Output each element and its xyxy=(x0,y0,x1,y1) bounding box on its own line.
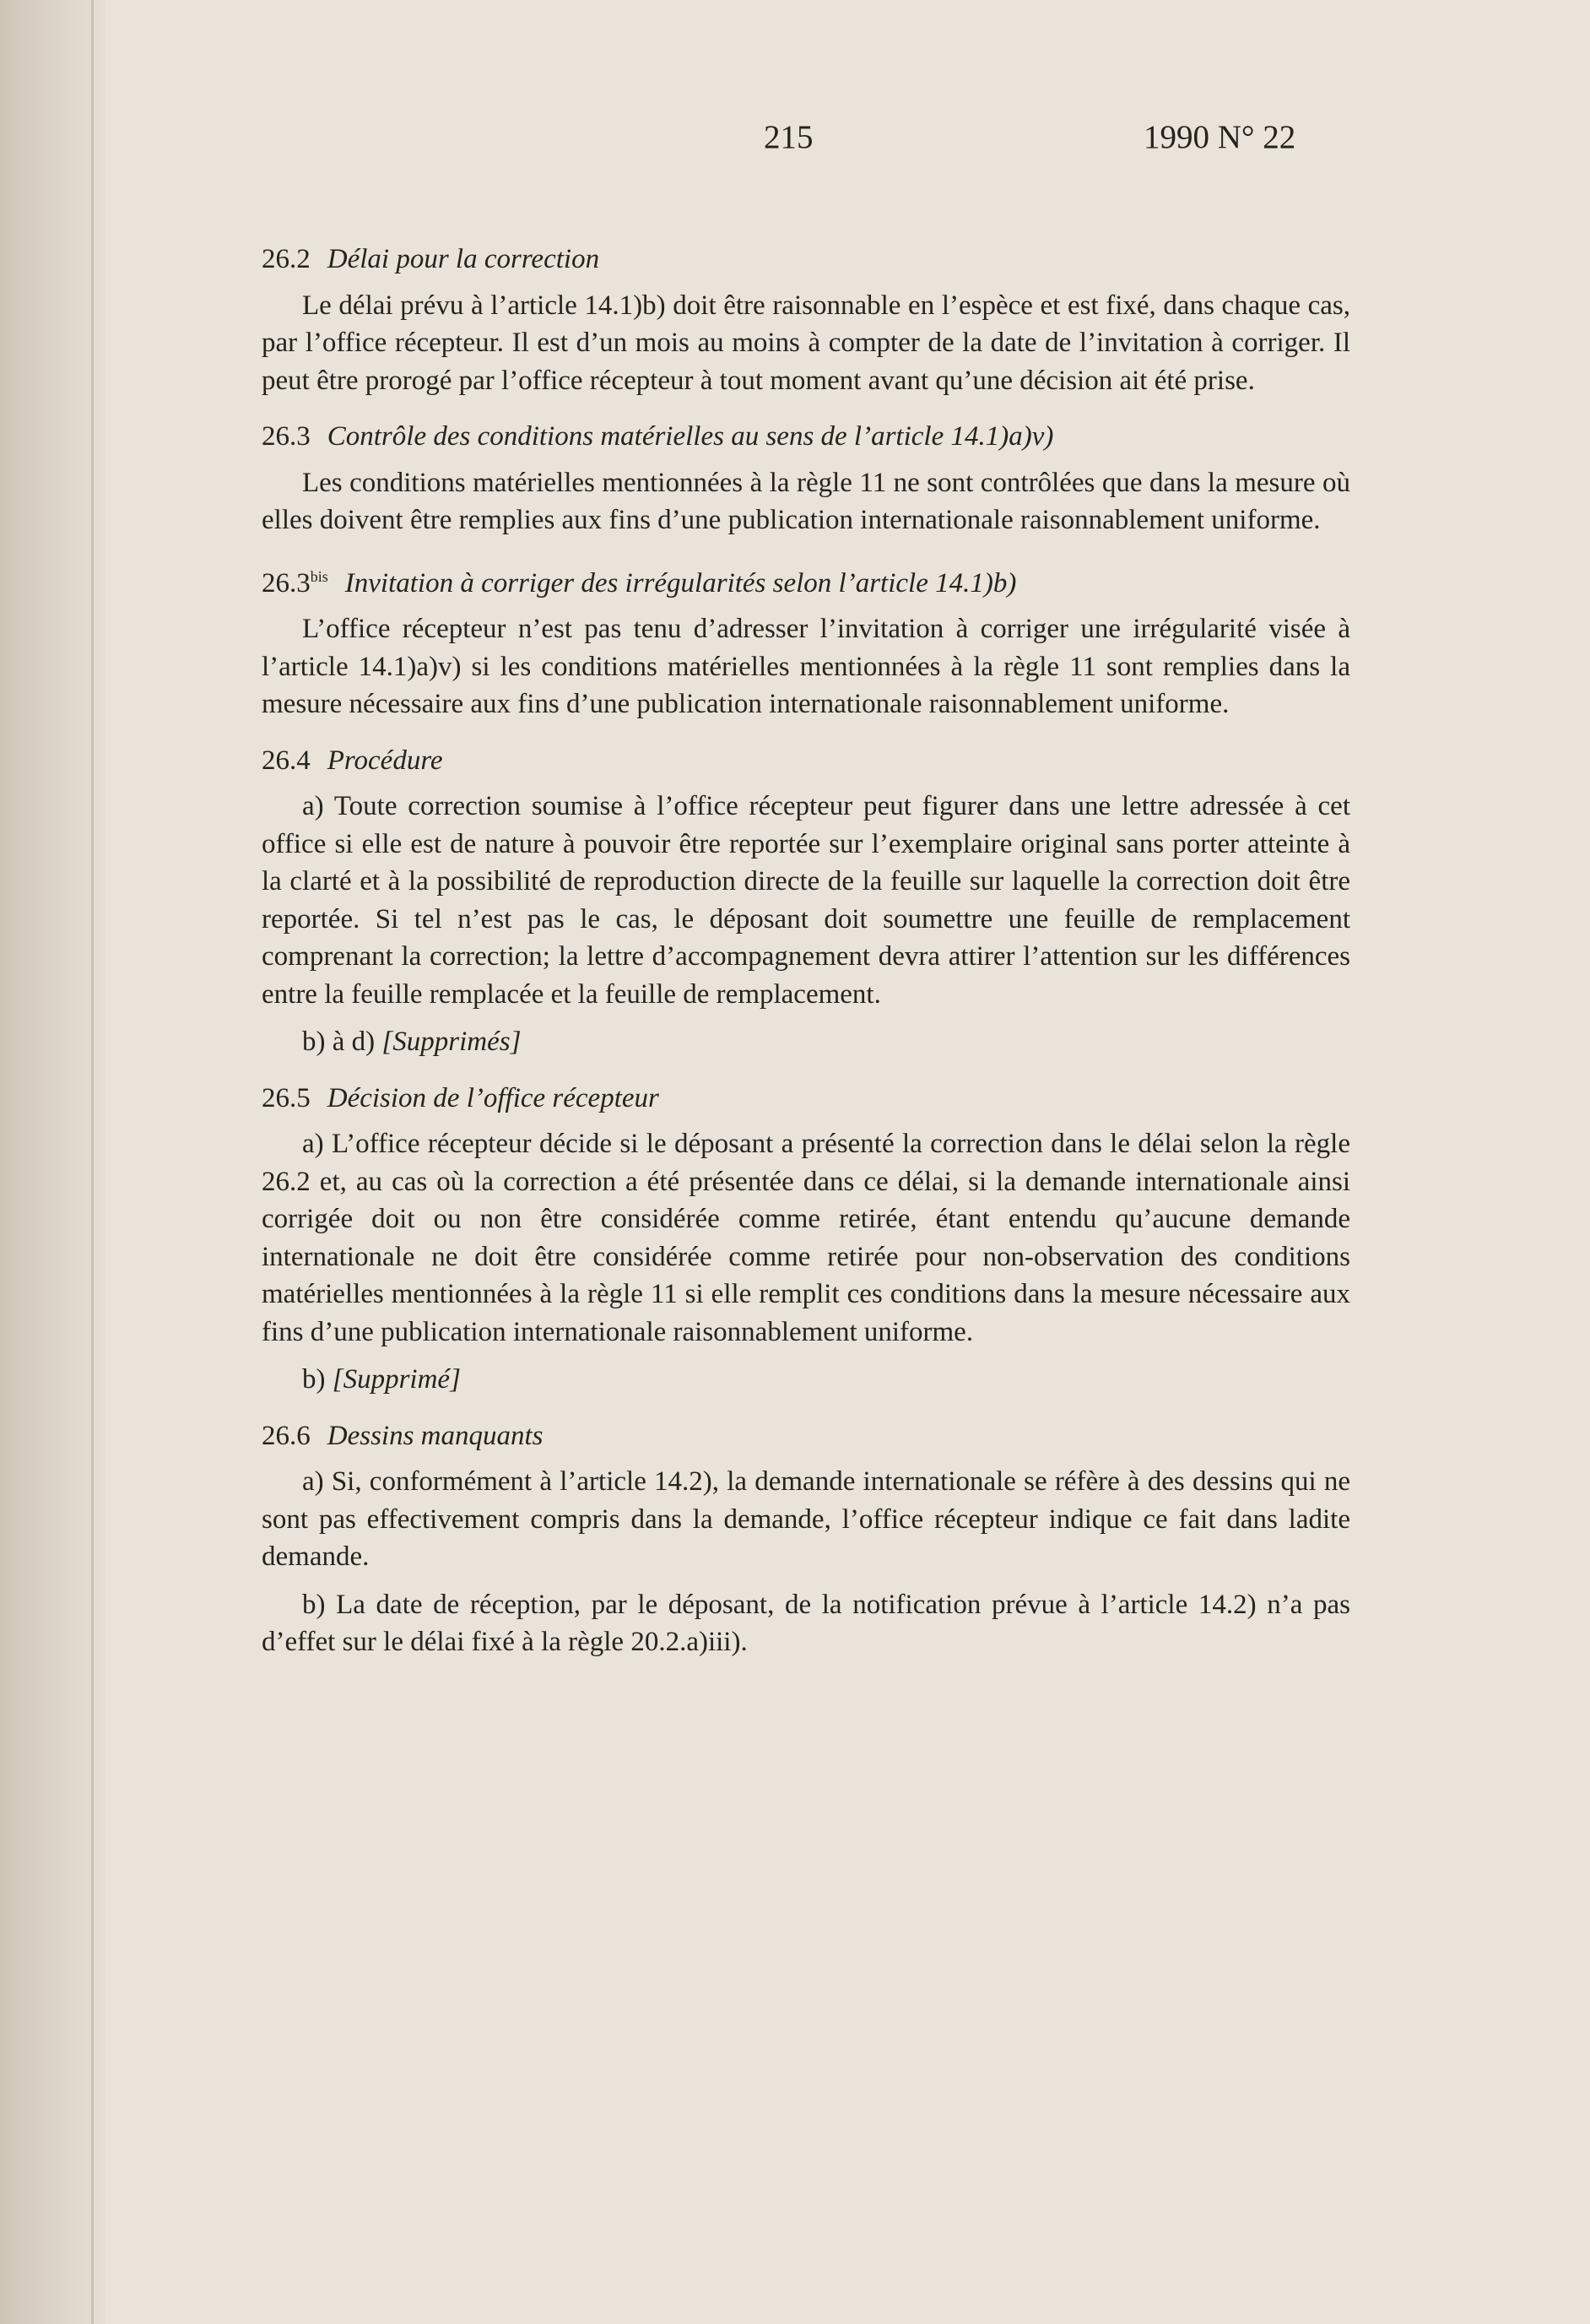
rule-paragraph: a) Si, conformément à l’article 14.2), la demande internationale se réfère à des dessins qui ne sont pas effectivement compris dans la demande, l’office récepteur indique ce fait dans ladite demande. xyxy=(262,1466,1350,1572)
page-header xyxy=(105,118,1590,169)
rule-heading xyxy=(262,558,1350,603)
rule-number: 26.4 xyxy=(262,745,311,776)
rule-26-2 xyxy=(262,241,1350,399)
page-edge xyxy=(91,0,94,2324)
rule-paragraph: Les conditions matérielles mentionnées à la règle 11 ne sont contrôlées que dans la mesure où elles doivent être remplies aux fins d’une publication internationale raisonnablement uniforme. xyxy=(262,467,1350,535)
rule-heading xyxy=(262,241,1350,279)
paragraph-prefix: b) à d) xyxy=(302,1027,382,1057)
rule-number: 26.3 xyxy=(262,567,311,599)
rule-26-6 xyxy=(262,1417,1350,1661)
rule-paragraph: b) La date de réception, par le déposant, de la notification prévue à l’article 14.2) n’a pas d’effet sur le délai fixé à la règle 20.2.a)iii). xyxy=(262,1589,1350,1657)
rule-number: 26.6 xyxy=(262,1420,311,1451)
deleted-note: [Supprimé] xyxy=(332,1364,461,1395)
rule-paragraph: Le délai prévu à l’article 14.1)b) doit être raisonnable en l’espèce et est fixé, dans chaque cas, par l’office récepteur. Il est d’un mois au moins à compter de la date de l’invitation à corriger. Il peut être prorogé par l’office récepteur à tout moment avant qu’une décision ait été prise. xyxy=(262,290,1350,396)
document-body xyxy=(262,241,1350,1680)
rule-26-3bis xyxy=(262,558,1350,723)
rule-26-5 xyxy=(262,1080,1350,1399)
rule-title: Dessins manquants xyxy=(327,1420,544,1451)
rule-title: Invitation à corriger des irrégularités selon l’article 14.1)b) xyxy=(344,567,1017,599)
book-gutter xyxy=(0,0,105,2324)
rule-heading xyxy=(262,418,1350,456)
rule-title: Procédure xyxy=(327,745,443,776)
rule-title: Délai pour la correction xyxy=(327,244,600,274)
rule-number-suffix: bis xyxy=(310,567,328,585)
paragraph-prefix: b) xyxy=(302,1364,333,1395)
rule-heading xyxy=(262,1080,1350,1118)
rule-heading xyxy=(262,742,1350,780)
rule-number: 26.3 xyxy=(262,421,311,452)
rule-26-3 xyxy=(262,418,1350,539)
rule-26-4 xyxy=(262,742,1350,1061)
rule-title: Contrôle des conditions matérielles au sens de l’article 14.1)a)v) xyxy=(327,421,1054,452)
rule-heading xyxy=(262,1417,1350,1455)
rule-paragraph: a) L’office récepteur décide si le déposant a présenté la correction dans le délai selon la règle 26.2 et, au cas où la correction a été présentée dans ce délai, si la demande internationale ainsi corrigée doit ou non être considérée comme retirée, étant entendu qu’aucune demande internationale ne doit être considérée comme retirée pour non-observation des conditions matérielles mentionnées à la règle 11 si elle remplit ces conditions dans la mesure nécessaire aux fins d’une publication internationale raisonnablement uniforme. xyxy=(262,1129,1350,1347)
deleted-note: [Supprimés] xyxy=(381,1027,522,1057)
rule-title: Décision de l’office récepteur xyxy=(327,1082,659,1113)
rule-paragraph: L’office récepteur n’est pas tenu d’adresser l’invitation à corriger une irrégularité visée à l’article 14.1)a)v) si les conditions matérielles mentionnées à la règle 11 sont remplies dans la mesure nécessaire aux fins d’une publication internationale raisonnablement uniforme. xyxy=(262,614,1350,719)
rule-number: 26.2 xyxy=(262,244,311,274)
rule-paragraph-deleted xyxy=(262,1361,1350,1399)
document-page xyxy=(105,0,1590,2324)
rule-number-wrap xyxy=(262,568,328,599)
page-number: 215 xyxy=(764,119,814,155)
rule-paragraph-deleted xyxy=(262,1023,1350,1061)
gazette-reference: 1990 N° 22 xyxy=(1144,119,1296,155)
rule-paragraph: a) Toute correction soumise à l’office récepteur peut figurer dans une lettre adressée à cet office si elle est de nature à pouvoir être reportée sur l’exemplaire original sans porter atteinte à la clarté et à la possibilité de reproduction directe de la feuille sur laquelle la correction doit être reportée. Si tel n’est pas le cas, le déposant doit soumettre une feuille de remplacement comprenant la correction; la lettre d’accompagnement devra attirer l’attention sur les différences entre la feuille remplacée et la feuille de remplacement. xyxy=(262,791,1350,1010)
rule-number: 26.5 xyxy=(262,1082,311,1113)
